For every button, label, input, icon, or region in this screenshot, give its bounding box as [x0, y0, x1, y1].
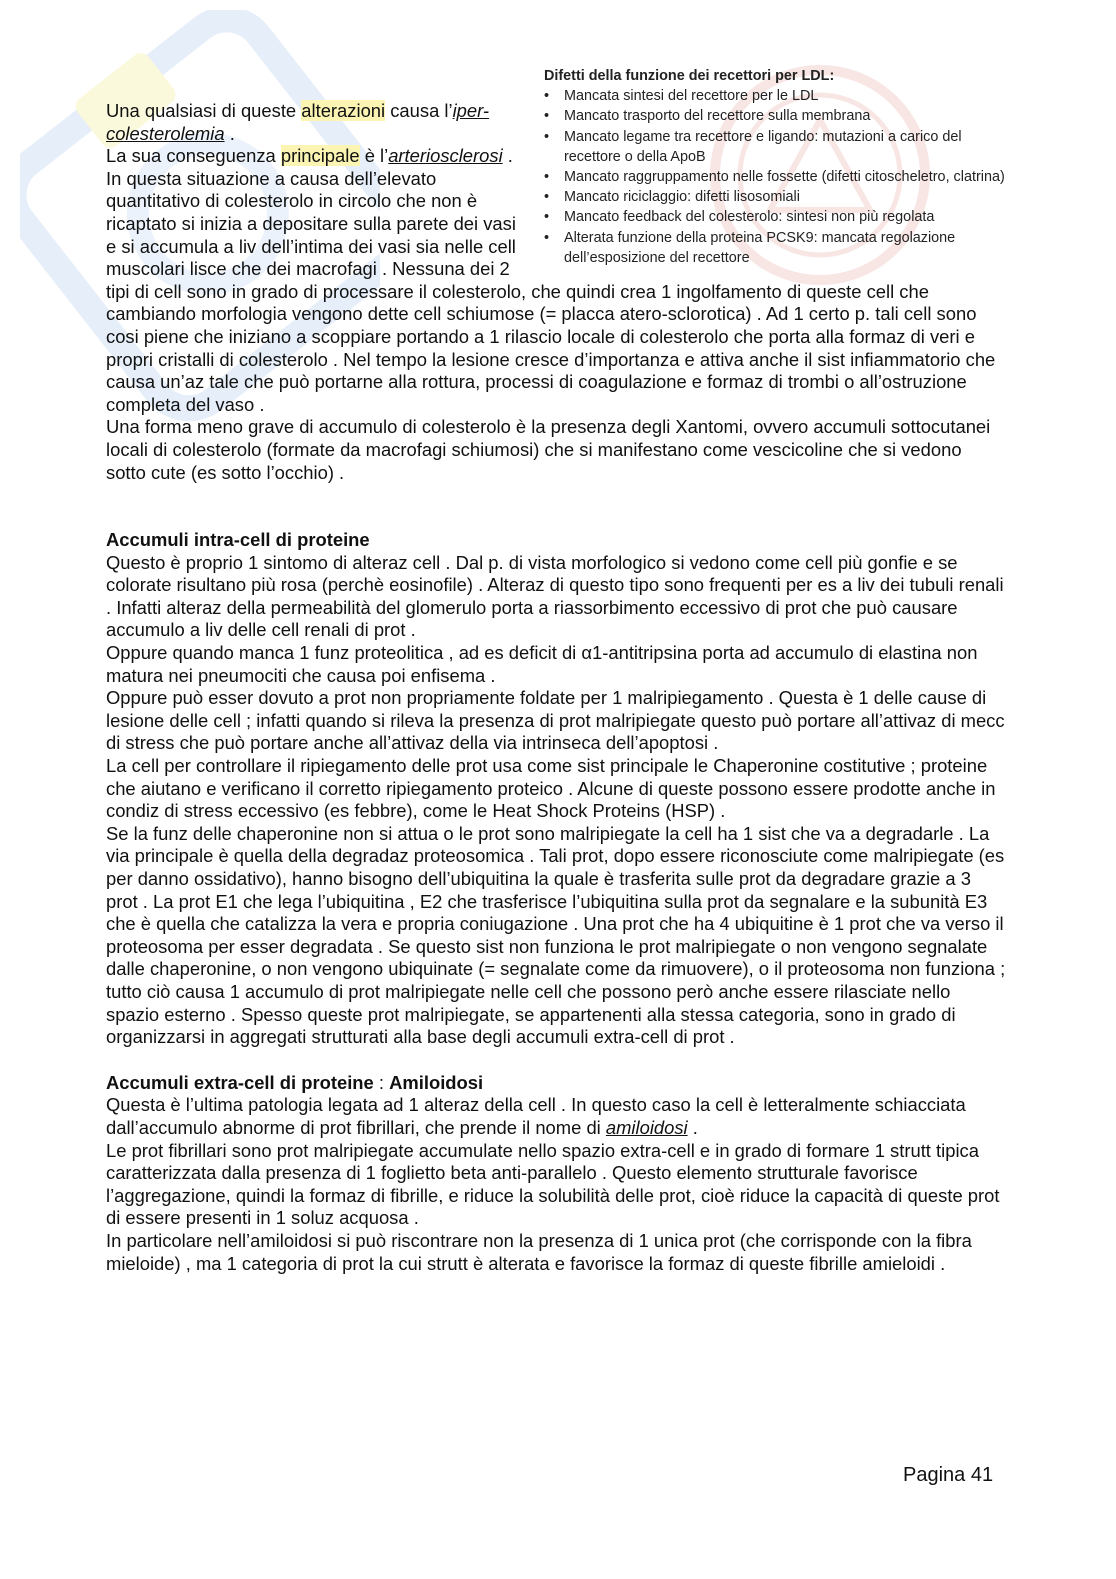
- term-amiloidosi: amiloidosi: [605, 1116, 688, 1138]
- intro-paragraph-2: La sua conseguenza principale è l’arteriosclerosi . In questa situazione a causa dell’elevato quantitativo di colesterolo in circolo che non è ricaptato si inizia a depositare sulla parete dei vasi e si accumula a liv dell’intima dei vasi sia nelle cell muscolari lisce che dei macrofagi . Nessuna dei 2 tipi di cell sono in grado di processare il colesterolo, che quindi crea 1 ingolfamento di queste cell che cambiando morfologia vengono dette cell schiumose (= placca atero-sclorotica) . Ad 1 certo p. tali cell sono cosi piene che iniziano a scoppiare portando a 1 rilascio locale di colesterolo che porta alla formaz di veri e propri cristalli di colesterolo . Nel tempo la lesione cresce d’importanza e attiva anche il sist infiammatorio che causa un’az tale che può portarne alla rottura, processi di coagulazione e formaz di trombi o all’ostruzione completa del vaso .: [106, 145, 996, 415]
- paragraph: Questo è proprio 1 sintomo di alteraz cell . Dal p. di vista morfologico si vedono come cell più gonfie e se colorate risultano più rosa (perchè eosinofile) . Alteraz di questo tipo sono frequenti per es a liv dei tubuli renali . Infatti alteraz della permeabilità del glomerulo porta a riassorbimento eccessivo di prot che può causare accumulo a liv delle cell renali di prot .: [106, 551, 1004, 641]
- document-page: [106, 68, 1006, 1275]
- paragraph: La cell per controllare il ripiegamento delle prot usa come sist principale le Chaperonine costitutive ; proteine che aiutano e verificano il corretto ripiegamento proteico . Alcune di queste possono essere prodotte anche in condiz di stress eccessivo (es febbre), come le Heat Shock Proteins (HSP) .: [106, 755, 996, 822]
- paragraph: Le prot fibrillari sono prot malripiegate accumulate nello spazio extra-cell e in grado di formare 1 strutt tipica caratterizzata dalla presenza di 1 foglietto beta anti-parallelo . Questo elemento strutturale favorisce l’aggregazione, quindi la formaz di fibrille, e riduce la solubilità delle prot, cioè riduce la capacità di queste prot di essere presenti in 1 soluz acquosa .: [106, 1139, 1000, 1229]
- ldl-receptor-defects-box: [544, 66, 1016, 268]
- paragraph: In particolare nell’amiloidosi si può riscontrare non la presenza di 1 unica prot (che corrisponde con la fibra mieloide) , ma 1 categoria di prot la cui strutt è alterata e favorisce la formaz di queste fibrille amieloidi .: [106, 1229, 972, 1274]
- paragraph: Questa è l’ultima patologia legata ad 1 alteraz della cell . In questo caso la cell è letteralmente schiacciata dall’accumulo abnorme di prot fibrillari, che prende il nome di amiloidosi .: [106, 1094, 966, 1138]
- paragraph: Se la funz delle chaperonine non si attua o le prot sono malripiegate la cell ha 1 sist che va a degradarle . La via principale è quella della degradaz proteosomica . Tali prot, dopo essere riconosciute come malripiegate (es per danno ossidativo), hanno bisogno dell’ubiquitina la quale è trasferita sulle prot da degradare grazie a 3 prot . La prot E1 che lega l’ubiquitina , E2 che trasferisce l’ubiquitina sulla prot da segnalare e la subunità E3 che è quella che catalizza la vera e propria coniugazione . Una prot che ha 4 ubiquitine è 1 prot che va verso il proteosoma per esser degradata . Se questo sist non funziona le prot malripiegate o non vengono segnalate dalle chaperonine, o non vengono ubiquinate (= segnalate come da rimuovere), o il proteosoma non funziona ; tutto ciò causa 1 accumulo di prot malripiegate nelle cell che possono però anche essere rilasciate nello spazio esterno . Spesso queste prot malripiegate, se appartenenti alla stessa categoria, sono in grado di organizzarsi in aggregati strutturati alla base degli accumuli extra-cell di prot .: [106, 822, 1006, 1048]
- list-item: • Alterata funzione della proteina PCSK9: mancata regolazione dell’esposizione del recettore: [564, 228, 1016, 268]
- sidebox-title: Difetti della funzione dei recettori per LDL:: [544, 68, 835, 84]
- sidebox-list: [544, 86, 1016, 268]
- list-item: • Mancato riciclaggio: difetti lisosomiali: [564, 187, 1016, 207]
- list-item: • Mancato trasporto del recettore sulla membrana: [564, 106, 1016, 126]
- page-number: Pagina 41: [903, 1464, 994, 1486]
- list-item: • Mancato feedback del colesterolo: sintesi non più regolata: [564, 207, 1016, 227]
- list-item: • Mancata sintesi del recettore per le LDL: [564, 86, 1016, 106]
- term-arteriosclerosi: arteriosclerosi: [388, 145, 503, 167]
- paragraph: Oppure può esser dovuto a prot non propriamente foldate per 1 malripiegamento . Questa è 1 delle cause di lesione delle cell ; infatti quando si rileva la presenza di prot malripiegate questo può portare all’attivaz di mecc di stress che può portare anche all’attivaz della via intrinseca dell’apoptosi .: [106, 687, 1005, 754]
- term-ipercolesterolemia: iper-colesterolemia: [106, 100, 490, 144]
- intro-paragraph-1: Una qualsiasi di queste alterazioni causa l’iper-colesterolemia .: [106, 100, 490, 144]
- section-title-extra-cell: Accumuli extra-cell di proteine : Amiloidosi: [106, 1071, 484, 1093]
- list-item: • Mancato raggruppamento nelle fossette (difetti citoscheletro, clatrina): [564, 167, 1016, 187]
- section-title-intra-cell: Accumuli intra-cell di proteine: [106, 529, 370, 551]
- intro-paragraph-3: Una forma meno grave di accumulo di colesterolo è la presenza degli Xantomi, ovvero accumuli sottocutanei locali di colesterolo (formate da macrofagi schiumosi) che si manifestano come vescicoline che si vedono sotto cute (es sotto l’occhio) .: [106, 416, 991, 483]
- list-item: • Mancato legame tra recettore e ligando: mutazioni a carico del recettore o della ApoB: [564, 127, 1016, 167]
- paragraph: Oppure quando manca 1 funz proteolitica , ad es deficit di α1-antitripsina porta ad accumulo di elastina non matura nei pneumociti che causa poi enfisema .: [106, 642, 978, 686]
